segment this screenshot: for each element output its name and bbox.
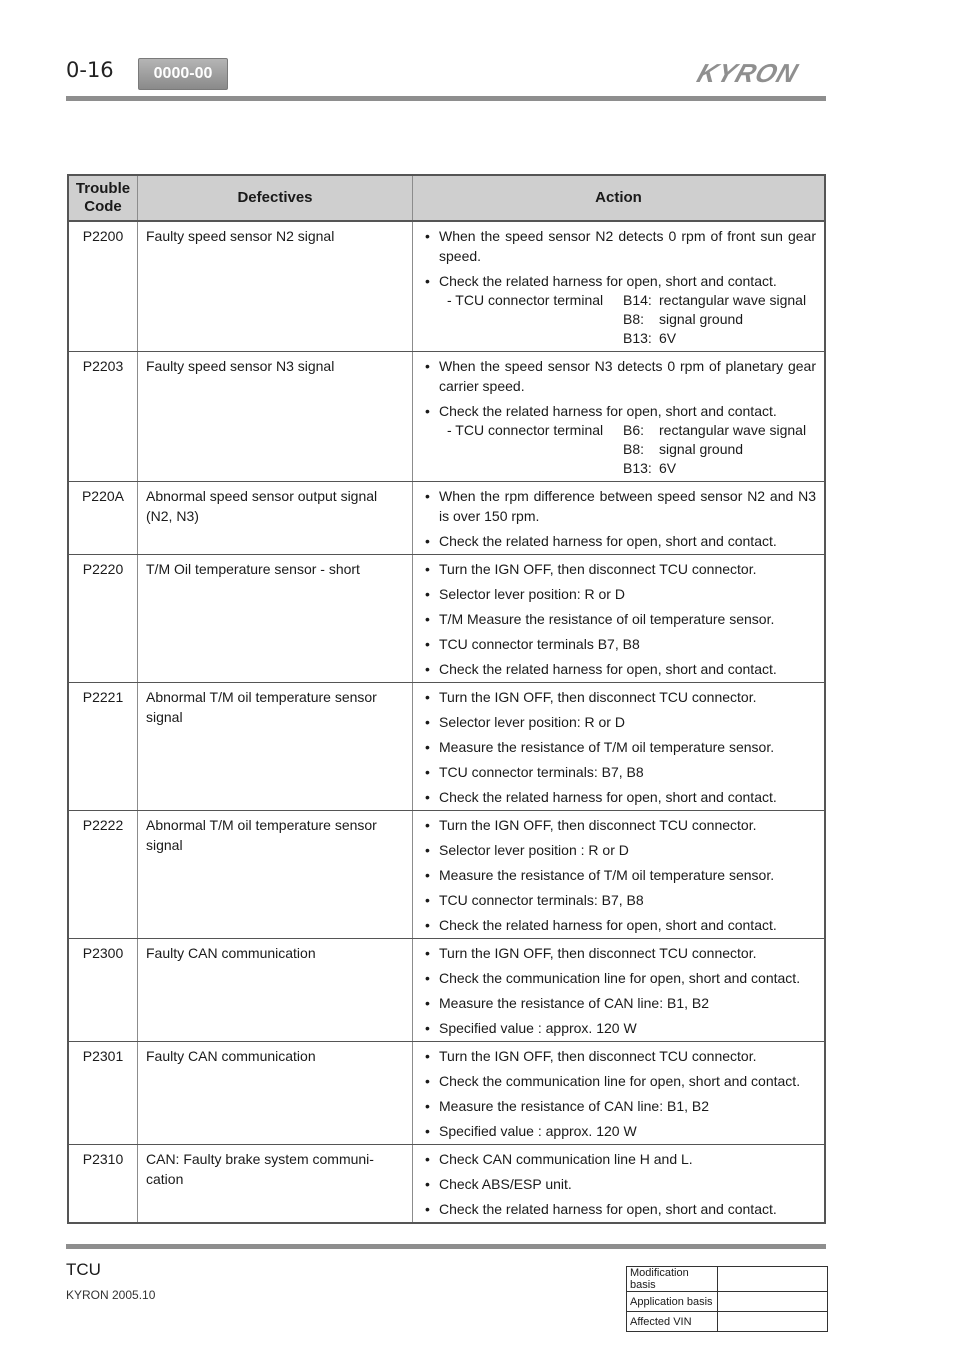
header-action: Action bbox=[413, 175, 826, 221]
terminal-pin: B8: bbox=[623, 441, 645, 457]
action-item: • When the speed sensor N3 detects 0 rpm of planetary gear carrier speed. bbox=[421, 356, 816, 396]
table-row bbox=[68, 482, 825, 555]
action-item: • Specified value : approx. 120 W bbox=[421, 1018, 816, 1038]
table-row bbox=[68, 683, 825, 811]
action-item: • Check the related harness for open, short and contact. bbox=[421, 915, 816, 935]
terminal-pin: B13: bbox=[623, 460, 652, 476]
table-row bbox=[68, 811, 825, 939]
action-item: • Check the related harness for open, short and contact. bbox=[421, 1199, 816, 1219]
action-item: • Selector lever position : R or D bbox=[421, 840, 816, 860]
action-item: • When the rpm difference between speed sensor N2 and N3 is over 150 rpm. bbox=[421, 486, 816, 526]
defective-description: Abnormal speed sensor output signal (N2, N3) bbox=[138, 482, 413, 555]
modification-table bbox=[626, 1266, 828, 1332]
action-item: • Measure the resistance of CAN line: B1, B2 bbox=[421, 993, 816, 1013]
action-list bbox=[421, 1149, 816, 1219]
action-item: • Measure the resistance of T/M oil temperature sensor. bbox=[421, 865, 816, 885]
page-number: 0-16 bbox=[66, 58, 114, 82]
table-header-row bbox=[68, 175, 825, 221]
action-list bbox=[421, 486, 816, 551]
defective-description: Faulty speed sensor N3 signal bbox=[138, 352, 413, 482]
defective-description: Faulty CAN communication bbox=[138, 939, 413, 1042]
action-list bbox=[421, 815, 816, 935]
terminal-pin: B8: bbox=[623, 311, 645, 327]
terminal-desc: rectangular wave signal bbox=[659, 292, 807, 308]
action-item: • Check the communication line for open, short and contact. bbox=[421, 968, 816, 988]
action-list bbox=[421, 943, 816, 1038]
defective-description: Faulty CAN communication bbox=[138, 1042, 413, 1145]
terminal-desc: signal ground bbox=[659, 441, 744, 457]
action-item: • TCU connector terminals B7, B8 bbox=[421, 634, 816, 654]
action-item: • Measure the resistance of T/M oil temperature sensor. bbox=[421, 737, 816, 757]
action-item: • Check the communication line for open, short and contact. bbox=[421, 1071, 816, 1091]
affected-vin-label: Affected VIN bbox=[627, 1312, 718, 1332]
terminal-prefix: - TCU connector terminal bbox=[447, 422, 604, 438]
action-item: • TCU connector terminals: B7, B8 bbox=[421, 890, 816, 910]
table-row bbox=[68, 939, 825, 1042]
terminal-prefix bbox=[447, 440, 623, 459]
header-divider bbox=[66, 96, 826, 101]
action-cell bbox=[413, 1145, 826, 1224]
terminal-prefix bbox=[447, 310, 623, 329]
action-cell bbox=[413, 482, 826, 555]
modification-row bbox=[627, 1267, 828, 1292]
action-item: • Check CAN communication line H and L. bbox=[421, 1149, 816, 1169]
footer-divider bbox=[66, 1244, 826, 1249]
action-item: • TCU connector terminals: B7, B8 bbox=[421, 762, 816, 782]
header-defectives: Defectives bbox=[138, 175, 413, 221]
terminal-desc: rectangular wave signal bbox=[659, 422, 807, 438]
defective-description: Abnormal T/M oil temperature sensor signal bbox=[138, 683, 413, 811]
action-item: • Check the related harness for open, short and contact. bbox=[421, 787, 816, 807]
table-row bbox=[68, 555, 825, 683]
action-cell bbox=[413, 555, 826, 683]
action-item: • Check the related harness for open, short and contact. bbox=[421, 271, 816, 291]
table-row bbox=[68, 221, 825, 352]
terminal-list bbox=[447, 421, 816, 478]
modification-basis-value bbox=[718, 1267, 828, 1292]
action-list bbox=[421, 687, 816, 807]
footer-model-date: KYRON 2005.10 bbox=[66, 1288, 156, 1302]
action-cell bbox=[413, 939, 826, 1042]
modification-row bbox=[627, 1312, 828, 1332]
application-basis-value bbox=[718, 1292, 828, 1312]
modification-basis-label: Modification basis bbox=[627, 1267, 718, 1292]
action-item: • Specified value : approx. 120 W bbox=[421, 1121, 816, 1141]
trouble-code: P2222 bbox=[68, 811, 138, 939]
terminal-prefix: - TCU connector terminal bbox=[447, 292, 604, 308]
footer-section-title: TCU bbox=[66, 1260, 101, 1279]
action-list bbox=[421, 559, 816, 679]
terminal-prefix bbox=[447, 459, 623, 478]
action-item: • T/M Measure the resistance of oil temperature sensor. bbox=[421, 609, 816, 629]
action-cell bbox=[413, 352, 826, 482]
action-item: • Check the related harness for open, short and contact. bbox=[421, 531, 816, 551]
defective-description: Abnormal T/M oil temperature sensor signal bbox=[138, 811, 413, 939]
terminal-desc: 6V bbox=[659, 330, 677, 346]
action-item: • Turn the IGN OFF, then disconnect TCU connector. bbox=[421, 687, 816, 707]
action-item: • Check the related harness for open, short and contact. bbox=[421, 659, 816, 679]
trouble-code-table bbox=[67, 174, 826, 1224]
terminal-pin: B13: bbox=[623, 330, 652, 346]
trouble-code: P2221 bbox=[68, 683, 138, 811]
action-list bbox=[421, 356, 816, 421]
action-item: • Turn the IGN OFF, then disconnect TCU connector. bbox=[421, 943, 816, 963]
trouble-code: P2203 bbox=[68, 352, 138, 482]
action-list bbox=[421, 1046, 816, 1141]
brand-logo bbox=[690, 56, 828, 90]
action-cell bbox=[413, 1042, 826, 1145]
action-item: • Measure the resistance of CAN line: B1, B2 bbox=[421, 1096, 816, 1116]
action-cell bbox=[413, 811, 826, 939]
action-item: • Check ABS/ESP unit. bbox=[421, 1174, 816, 1194]
terminal-prefix bbox=[447, 329, 623, 348]
defective-description: Faulty speed sensor N2 signal bbox=[138, 221, 413, 352]
header-trouble-code: Trouble Code bbox=[68, 175, 138, 221]
trouble-code: P2300 bbox=[68, 939, 138, 1042]
action-item: • Selector lever position: R or D bbox=[421, 712, 816, 732]
defective-description: T/M Oil temperature sensor - short bbox=[138, 555, 413, 683]
action-item: • Check the related harness for open, short and contact. bbox=[421, 401, 816, 421]
terminal-desc: 6V bbox=[659, 460, 677, 476]
terminal-pin: B14: bbox=[623, 292, 652, 308]
trouble-code: P2310 bbox=[68, 1145, 138, 1224]
svg-text:KYRON: KYRON bbox=[693, 58, 802, 88]
affected-vin-value bbox=[718, 1312, 828, 1332]
action-item: • Selector lever position: R or D bbox=[421, 584, 816, 604]
trouble-code: P2220 bbox=[68, 555, 138, 683]
trouble-code: P2200 bbox=[68, 221, 138, 352]
application-basis-label: Application basis bbox=[627, 1292, 718, 1312]
action-cell bbox=[413, 683, 826, 811]
action-list bbox=[421, 226, 816, 291]
trouble-code: P220A bbox=[68, 482, 138, 555]
terminal-list bbox=[447, 291, 816, 348]
action-cell bbox=[413, 221, 826, 352]
defective-description: CAN: Faulty brake system communi-cation bbox=[138, 1145, 413, 1224]
action-item: • Turn the IGN OFF, then disconnect TCU connector. bbox=[421, 815, 816, 835]
section-code-badge: 0000-00 bbox=[138, 58, 228, 90]
trouble-code: P2301 bbox=[68, 1042, 138, 1145]
table-row bbox=[68, 352, 825, 482]
table-row bbox=[68, 1042, 825, 1145]
table-row bbox=[68, 1145, 825, 1224]
modification-row bbox=[627, 1292, 828, 1312]
action-item: • When the speed sensor N2 detects 0 rpm of front sun gear speed. bbox=[421, 226, 816, 266]
terminal-pin: B6: bbox=[623, 422, 645, 438]
action-item: • Turn the IGN OFF, then disconnect TCU connector. bbox=[421, 559, 816, 579]
terminal-desc: signal ground bbox=[659, 311, 744, 327]
action-item: • Turn the IGN OFF, then disconnect TCU connector. bbox=[421, 1046, 816, 1066]
